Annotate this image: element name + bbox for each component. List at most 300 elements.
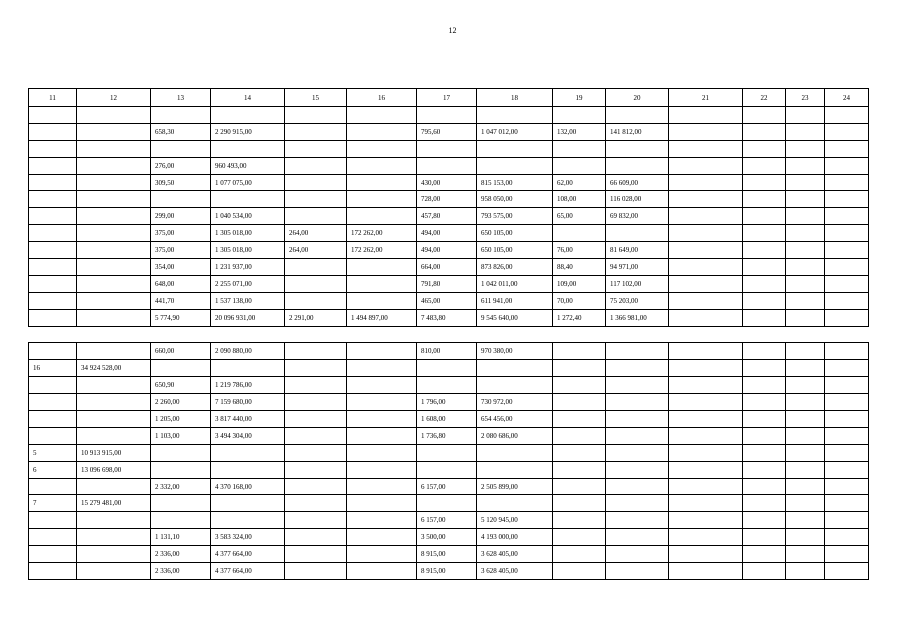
table-cell [211, 191, 285, 208]
table-cell [347, 157, 417, 174]
table-cell [825, 107, 869, 124]
table-cell [825, 546, 869, 563]
table-cell [606, 529, 669, 546]
table-header-row [29, 89, 869, 107]
table-cell: 2 090 880,00 [211, 343, 285, 360]
table-cell: 791,80 [417, 275, 477, 292]
table-cell [285, 512, 347, 529]
table-cell [825, 360, 869, 377]
table-cell [77, 512, 151, 529]
table-cell [347, 292, 417, 309]
table-cell [553, 360, 606, 377]
table-cell [77, 157, 151, 174]
column-header: 20 [606, 89, 669, 107]
table-row [29, 512, 869, 529]
table-cell [211, 512, 285, 529]
table-cell [786, 360, 825, 377]
table-row [29, 259, 869, 276]
table-cell [285, 259, 347, 276]
table-cell: 7 159 680,00 [211, 394, 285, 411]
table-cell [477, 140, 553, 157]
table-cell: 108,00 [553, 191, 606, 208]
table-cell [285, 360, 347, 377]
table-cell [211, 140, 285, 157]
table-cell: 8 915,00 [417, 563, 477, 580]
table-row [29, 495, 869, 512]
table-cell: 1 077 075,00 [211, 174, 285, 191]
table-cell [29, 427, 77, 444]
table-cell: 1 042 011,00 [477, 275, 553, 292]
table-cell: 5 [29, 444, 77, 461]
table-cell: 730 972,00 [477, 394, 553, 411]
table-cell [669, 225, 743, 242]
table-cell [669, 546, 743, 563]
table-cell [553, 225, 606, 242]
table-cell: 2 291,00 [285, 309, 347, 326]
table-cell: 375,00 [151, 242, 211, 259]
table-cell [285, 107, 347, 124]
table-cell: 3 817 440,00 [211, 411, 285, 428]
table-cell: 457,80 [417, 208, 477, 225]
table-cell: 1 205,00 [151, 411, 211, 428]
table-cell [606, 546, 669, 563]
table-row [29, 242, 869, 259]
table-cell [285, 140, 347, 157]
table-cell: 2 080 686,00 [477, 427, 553, 444]
table-cell: 75 203,00 [606, 292, 669, 309]
table-cell: 648,00 [151, 275, 211, 292]
table-cell [77, 411, 151, 428]
table-cell [285, 377, 347, 394]
table-cell: 15 279 481,00 [77, 495, 151, 512]
table-cell: 2 260,00 [151, 394, 211, 411]
table-cell: 1 047 012,00 [477, 123, 553, 140]
table-cell: 3 494 304,00 [211, 427, 285, 444]
table-cell [29, 343, 77, 360]
table-cell [77, 478, 151, 495]
table-cell: 654 456,00 [477, 411, 553, 428]
table-cell [606, 140, 669, 157]
table-cell: 375,00 [151, 225, 211, 242]
table-cell [285, 444, 347, 461]
table-cell: 873 826,00 [477, 259, 553, 276]
table-cell: 117 102,00 [606, 275, 669, 292]
table-cell [553, 394, 606, 411]
table-cell: 276,00 [151, 157, 211, 174]
table-cell [743, 563, 786, 580]
column-header: 21 [669, 89, 743, 107]
table-cell [347, 275, 417, 292]
table-cell: 1 537 138,00 [211, 292, 285, 309]
table-cell [29, 377, 77, 394]
table-cell [477, 157, 553, 174]
table-cell [553, 461, 606, 478]
table-cell [743, 157, 786, 174]
table-cell [669, 275, 743, 292]
table-cell [825, 309, 869, 326]
table-cell [669, 140, 743, 157]
table-cell [417, 461, 477, 478]
table-cell: 1 796,00 [417, 394, 477, 411]
table-cell: 7 483,80 [417, 309, 477, 326]
table-cell [77, 208, 151, 225]
table-cell [786, 309, 825, 326]
table-cell: 16 [29, 360, 77, 377]
table-row [29, 563, 869, 580]
table-cell [786, 377, 825, 394]
column-header: 24 [825, 89, 869, 107]
table-cell: 465,00 [417, 292, 477, 309]
table-cell: 970 380,00 [477, 343, 553, 360]
table-cell [29, 309, 77, 326]
table-cell [417, 157, 477, 174]
table-cell [553, 107, 606, 124]
table-cell [786, 512, 825, 529]
table-cell [347, 512, 417, 529]
column-header: 11 [29, 89, 77, 107]
table-cell [786, 242, 825, 259]
table-row [29, 309, 869, 326]
table-cell [786, 259, 825, 276]
table-cell [347, 123, 417, 140]
table-cell [743, 191, 786, 208]
table-cell: 62,00 [553, 174, 606, 191]
table-cell [825, 275, 869, 292]
table-cell [347, 360, 417, 377]
table-row [29, 275, 869, 292]
table-cell [347, 461, 417, 478]
table-cell [786, 343, 825, 360]
table-cell: 1 494 897,00 [347, 309, 417, 326]
table-cell [553, 140, 606, 157]
table-cell: 960 493,00 [211, 157, 285, 174]
table-cell: 3 628 405,00 [477, 546, 553, 563]
table-cell [77, 259, 151, 276]
table-row [29, 107, 869, 124]
table-cell [786, 225, 825, 242]
table-cell [669, 259, 743, 276]
table-cell [553, 495, 606, 512]
table-cell [825, 427, 869, 444]
table-cell [285, 427, 347, 444]
table-cell [285, 411, 347, 428]
table-cell [77, 377, 151, 394]
table-cell [151, 444, 211, 461]
table-cell [786, 478, 825, 495]
table-cell [669, 478, 743, 495]
table-row [29, 123, 869, 140]
table-cell: 611 941,00 [477, 292, 553, 309]
table-cell: 4 377 664,00 [211, 563, 285, 580]
table-cell [77, 123, 151, 140]
table-cell [743, 478, 786, 495]
table-cell [29, 225, 77, 242]
table-row [29, 360, 869, 377]
table-cell: 9 545 640,00 [477, 309, 553, 326]
table-cell: 299,00 [151, 208, 211, 225]
table-cell [786, 495, 825, 512]
table-cell [786, 275, 825, 292]
table-cell [29, 107, 77, 124]
table-cell [477, 377, 553, 394]
table-cell [825, 140, 869, 157]
table-cell [669, 123, 743, 140]
table-cell [29, 478, 77, 495]
table-cell [606, 377, 669, 394]
table-cell [553, 157, 606, 174]
table-cell [606, 461, 669, 478]
table-row [29, 427, 869, 444]
table-cell [151, 107, 211, 124]
table-row [29, 529, 869, 546]
table-cell [606, 495, 669, 512]
table-row [29, 343, 869, 360]
table-cell [825, 495, 869, 512]
table-cell [825, 123, 869, 140]
table-cell [417, 140, 477, 157]
table-cell [553, 529, 606, 546]
table-cell [553, 343, 606, 360]
table-cell [553, 427, 606, 444]
table-cell [606, 411, 669, 428]
table-cell: 116 028,00 [606, 191, 669, 208]
table-cell [347, 259, 417, 276]
table-cell [825, 461, 869, 478]
table-cell [77, 546, 151, 563]
table-cell [786, 140, 825, 157]
table-cell [29, 394, 77, 411]
table-cell [786, 107, 825, 124]
table-cell [553, 444, 606, 461]
table-cell [417, 360, 477, 377]
table-row [29, 546, 869, 563]
table-cell: 7 [29, 495, 77, 512]
table-cell [285, 394, 347, 411]
table-cell: 65,00 [553, 208, 606, 225]
table-cell: 4 370 168,00 [211, 478, 285, 495]
table-cell [211, 360, 285, 377]
table-cell [77, 242, 151, 259]
table-cell [606, 512, 669, 529]
page-number: 12 [448, 26, 457, 35]
table-cell [77, 292, 151, 309]
table-cell [553, 411, 606, 428]
table-cell [743, 123, 786, 140]
table-cell [77, 309, 151, 326]
table-cell [743, 174, 786, 191]
table-cell [477, 444, 553, 461]
table-cell [347, 107, 417, 124]
table-cell: 430,00 [417, 174, 477, 191]
table-cell [211, 444, 285, 461]
table-cell: 70,00 [553, 292, 606, 309]
table-cell [553, 563, 606, 580]
table-cell: 958 050,00 [477, 191, 553, 208]
table-cell [669, 529, 743, 546]
table-cell [743, 495, 786, 512]
table-row [29, 394, 869, 411]
table-cell [477, 495, 553, 512]
table-cell: 1 219 786,00 [211, 377, 285, 394]
column-header: 22 [743, 89, 786, 107]
table-cell [29, 123, 77, 140]
table-row [29, 225, 869, 242]
table-cell [606, 343, 669, 360]
table-cell [347, 208, 417, 225]
table-cell [786, 444, 825, 461]
table-cell [786, 546, 825, 563]
table-row [29, 140, 869, 157]
table-cell [825, 411, 869, 428]
table-cell [606, 563, 669, 580]
table-cell: 141 812,00 [606, 123, 669, 140]
table-cell: 1 231 937,00 [211, 259, 285, 276]
table-cell: 2 505 899,00 [477, 478, 553, 495]
table-cell: 10 913 915,00 [77, 444, 151, 461]
table-cell [743, 377, 786, 394]
column-header: 16 [347, 89, 417, 107]
table-row [29, 292, 869, 309]
table-cell: 650,90 [151, 377, 211, 394]
table-cell [606, 360, 669, 377]
column-header: 17 [417, 89, 477, 107]
table-cell: 2 332,00 [151, 478, 211, 495]
table-cell [347, 377, 417, 394]
table-cell: 658,30 [151, 123, 211, 140]
table-cell [347, 343, 417, 360]
table-cell [743, 275, 786, 292]
table-cell [211, 461, 285, 478]
table-cell: 264,00 [285, 225, 347, 242]
table-cell [285, 461, 347, 478]
table-cell [743, 259, 786, 276]
table-cell [825, 292, 869, 309]
table-cell [77, 174, 151, 191]
column-header: 13 [151, 89, 211, 107]
table-cell [29, 326, 869, 343]
table-row [29, 461, 869, 478]
table-cell [29, 563, 77, 580]
table-cell [786, 157, 825, 174]
table-cell [347, 478, 417, 495]
table-cell [825, 157, 869, 174]
table-cell [825, 225, 869, 242]
table-cell: 1 366 981,00 [606, 309, 669, 326]
table-cell [285, 157, 347, 174]
table-cell: 1 272,40 [553, 309, 606, 326]
table-cell [786, 394, 825, 411]
table-cell [743, 411, 786, 428]
table-cell: 1 040 534,00 [211, 208, 285, 225]
table-cell [743, 546, 786, 563]
table-cell [77, 107, 151, 124]
table-cell: 132,00 [553, 123, 606, 140]
table-cell [417, 444, 477, 461]
table-cell [743, 292, 786, 309]
table-cell: 1 305 018,00 [211, 242, 285, 259]
table-cell: 172 262,00 [347, 225, 417, 242]
table-cell [743, 140, 786, 157]
table-cell: 795,60 [417, 123, 477, 140]
table-cell [786, 292, 825, 309]
table-cell [77, 275, 151, 292]
table-cell [786, 123, 825, 140]
table-cell [285, 275, 347, 292]
table-cell: 441,70 [151, 292, 211, 309]
table-cell [743, 461, 786, 478]
table-cell: 109,00 [553, 275, 606, 292]
table-cell [825, 512, 869, 529]
table-cell: 1 305 018,00 [211, 225, 285, 242]
table-cell [151, 360, 211, 377]
column-header: 18 [477, 89, 553, 107]
table-cell [786, 174, 825, 191]
table-cell: 793 575,00 [477, 208, 553, 225]
table-cell [347, 495, 417, 512]
table-cell [151, 495, 211, 512]
table-cell: 13 096 698,00 [77, 461, 151, 478]
table-cell [553, 478, 606, 495]
column-header: 19 [553, 89, 606, 107]
table-cell [786, 411, 825, 428]
table-cell: 8 915,00 [417, 546, 477, 563]
table-cell [786, 427, 825, 444]
table-row [29, 377, 869, 394]
table-cell [669, 495, 743, 512]
table-cell [211, 107, 285, 124]
table-cell [825, 394, 869, 411]
table-cell: 494,00 [417, 242, 477, 259]
table-cell: 81 649,00 [606, 242, 669, 259]
table-cell [669, 292, 743, 309]
table-cell: 1 736,80 [417, 427, 477, 444]
table-cell [29, 275, 77, 292]
table-cell: 6 157,00 [417, 512, 477, 529]
table-cell [29, 157, 77, 174]
table-cell: 3 583 324,00 [211, 529, 285, 546]
table-cell [29, 259, 77, 276]
table-row [29, 157, 869, 174]
table-cell: 1 608,00 [417, 411, 477, 428]
table-cell [285, 563, 347, 580]
table-row [29, 411, 869, 428]
table-cell [347, 444, 417, 461]
table-cell [347, 529, 417, 546]
table-cell: 1 131,10 [151, 529, 211, 546]
table-cell [669, 309, 743, 326]
table-cell [151, 461, 211, 478]
data-table [28, 88, 869, 580]
table-cell: 6 157,00 [417, 478, 477, 495]
table-cell [743, 394, 786, 411]
table-cell [825, 208, 869, 225]
table-cell: 2 255 071,00 [211, 275, 285, 292]
table-cell [151, 191, 211, 208]
column-header: 14 [211, 89, 285, 107]
table-cell [285, 174, 347, 191]
table-cell [29, 191, 77, 208]
table-cell [606, 394, 669, 411]
table-cell [285, 478, 347, 495]
table-cell [669, 360, 743, 377]
table-cell [743, 512, 786, 529]
table-cell [417, 495, 477, 512]
table-cell [825, 563, 869, 580]
table-cell: 172 262,00 [347, 242, 417, 259]
table-cell [285, 292, 347, 309]
table-cell [825, 242, 869, 259]
table-cell [77, 343, 151, 360]
